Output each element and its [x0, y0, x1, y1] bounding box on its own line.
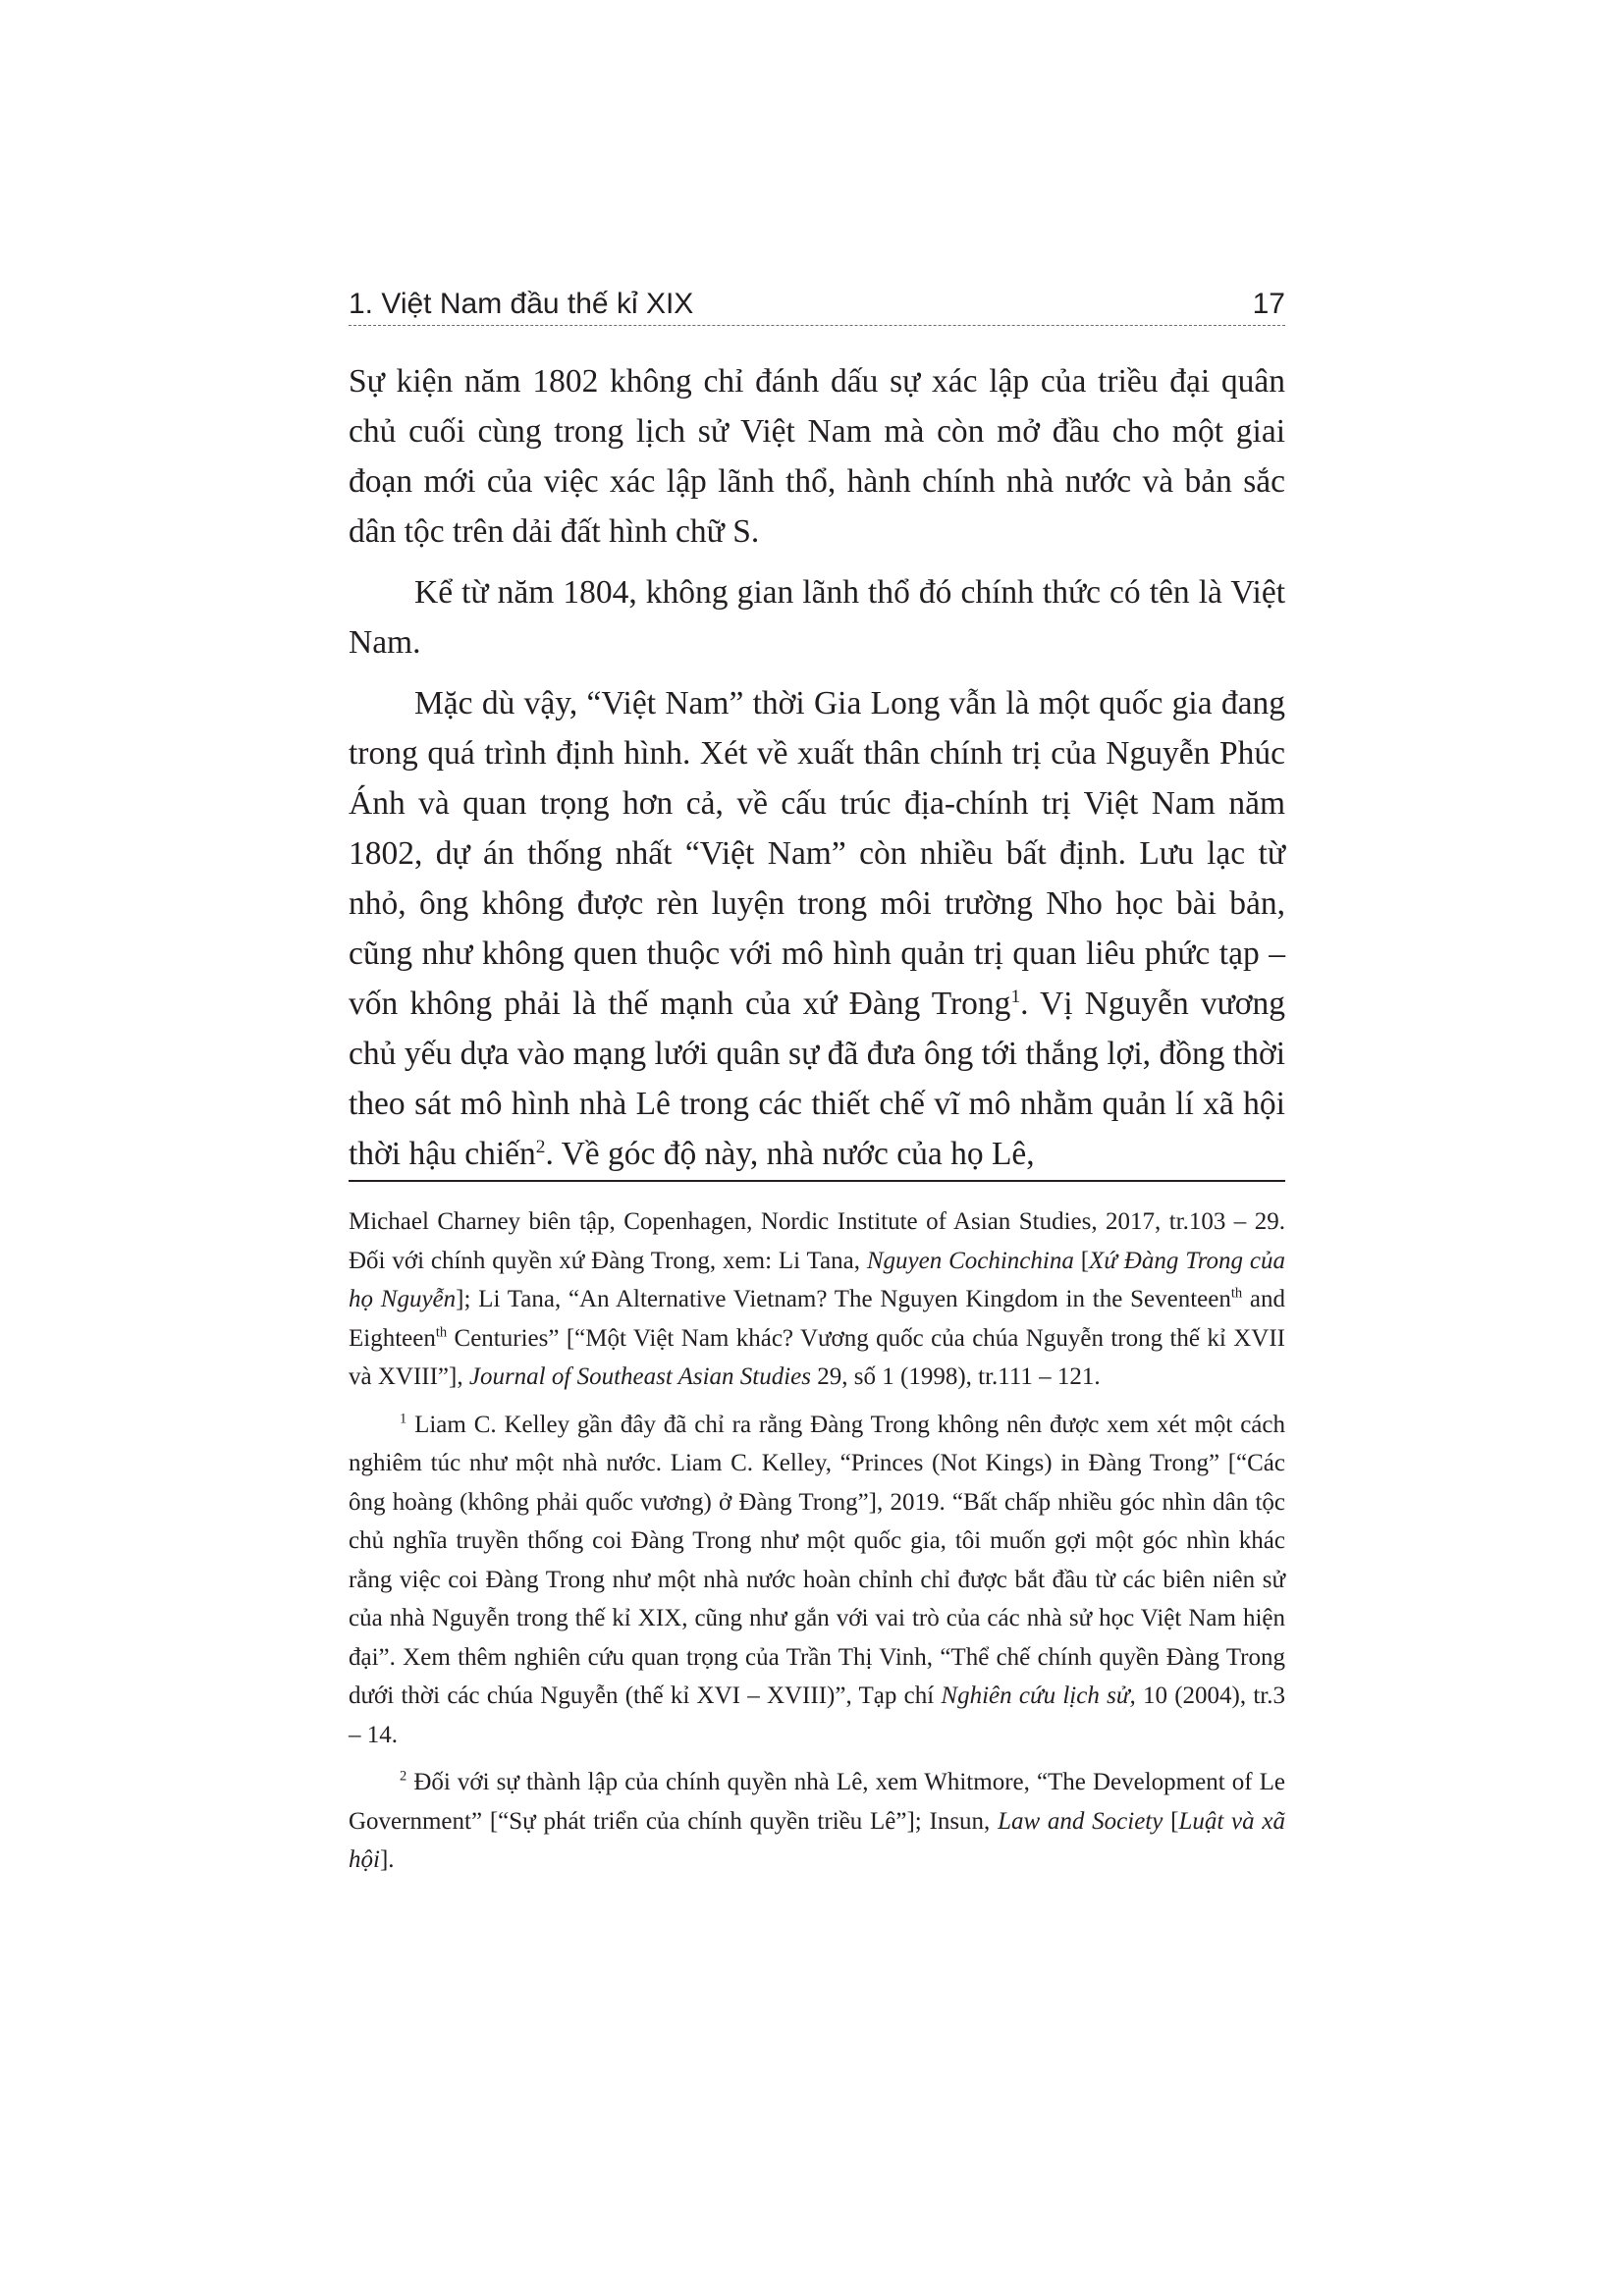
footnote-text: [ — [1073, 1247, 1090, 1274]
footnote-text: Centuries” [“Một Việt Nam khác? Vương quốc của chúa Nguyễn trong thế kỉ XVII và XVIII”], — [349, 1324, 1285, 1390]
paragraph-3 — [349, 678, 1285, 1179]
ordinal-suffix: th — [1230, 1285, 1243, 1302]
footnote-continued — [349, 1202, 1285, 1397]
footnote-text: Michael Charney biên tập, Copenhagen, Nordic Institute of Asian Studies, 2017, tr.103 – 29. Đối với chính quyền xứ Đàng Trong, xem: Li Tana, — [349, 1208, 1285, 1274]
footnote-ref-1: 1 — [1010, 986, 1021, 1007]
paragraph-1: Sự kiện năm 1802 không chỉ đánh dấu sự xác lập của triều đại quân chủ cuối cùng trong lịch sử Việt Nam mà còn mở đầu cho một giai đoạn mới của việc xác lập lãnh thổ, hành chính nhà nước và bản sắc dân tộc trên dải đất hình chữ S. — [349, 363, 1285, 550]
header-divider — [349, 325, 1285, 326]
footnote-italic: Law and Society — [998, 1807, 1163, 1835]
page-number: 17 — [1252, 288, 1285, 320]
footnote-ref-2: 2 — [535, 1136, 546, 1157]
paragraph-3-text-c: . Về góc độ này, nhà nước của họ Lê, — [545, 1136, 1035, 1172]
ordinal-suffix: th — [435, 1324, 448, 1341]
paragraph-2: Kể từ năm 1804, không gian lãnh thổ đó chính thức có tên là Việt Nam. — [349, 574, 1285, 661]
footnote-2 — [349, 1763, 1285, 1880]
footnote-italic: Luật và xã hội — [349, 1807, 1285, 1873]
footnote-text: 10 (2004), tr.3 – 14. — [349, 1682, 1285, 1748]
footnote-text: Đối với sự thành lập của chính quyền nhà Lê, xem Whitmore, “The Development of Le Government” [“Sự phát triển của chính quyền triều Lê”]; Insun, — [349, 1769, 1285, 1835]
chapter-title: 1. Việt Nam đầu thế kỉ XIX — [349, 288, 694, 320]
footnote-text: Liam C. Kelley gần đây đã chỉ ra rằng Đàng Trong không nên được xem xét một cách nghiêm túc như một nhà nước. Liam C. Kelley, “Princes (Not Kings) in Đàng Trong” [“Các ông hoàng (không phải quốc vương) ở Đàng Trong”], 2019. “Bất chấp nhiều góc nhìn dân tộc chủ nghĩa truyền thống coi Đàng Trong như một quốc gia, tôi muốn gợi một góc nhìn khác rằng việc coi Đàng Trong như một nhà nước hoàn chỉnh chỉ được bắt đầu từ các biên niên sử của nhà Nguyễn trong thế kỉ XIX, cũng như gắn với vai trò của các nhà sử học Việt Nam hiện đại”. Xem thêm nghiên cứu quan trọng của Trần Thị Vinh, “Thể chế chính quyền Đàng Trong dưới thời các chúa Nguyễn (thế kỉ XVI – XVIII)”, Tạp chí — [349, 1411, 1285, 1709]
footnote-italic: Journal of Southeast Asian Studies — [468, 1363, 812, 1390]
paragraph-3-text-a: Mặc dù vậy, “Việt Nam” thời Gia Long vẫn là một quốc gia đang trong quá trình định hình. Xét về xuất thân chính trị của Nguyễn Phúc Ánh và quan trọng hơn cả, về cấu trúc địa-chính trị Việt Nam năm 1802, dự án thống nhất “Việt Nam” còn nhiều bất định. Lưu lạc từ nhỏ, ông không được rèn luyện trong môi trường Nho học bài bản, cũng như không quen thuộc với mô hình quản trị quan liêu phức tạp – vốn không phải là thế mạnh của xứ Đàng Trong — [349, 685, 1285, 1022]
footnote-divider — [349, 1180, 1285, 1182]
footnote-1 — [349, 1406, 1285, 1755]
paragraph-3-text-b: . Vị Nguyễn vương chủ yếu dựa vào mạng lưới quân sự đã đưa ông tới thắng lợi, đồng thời theo sát mô hình nhà Lê trong các thiết chế vĩ mô nhằm quản lí xã hội thời hậu chiến — [349, 986, 1286, 1172]
footnote-italic: Xứ Đàng Trong của họ Nguyễn — [349, 1247, 1285, 1312]
footnote-text: ]. — [379, 1846, 395, 1873]
footnote-italic: Nguyen Cochinchina — [866, 1247, 1074, 1274]
footnote-italic: Nghiên cứu lịch sử, — [941, 1682, 1136, 1709]
footnote-text: ]; Li Tana, “An Alternative Vietnam? The Nguyen Kingdom in the Seventeen — [456, 1286, 1231, 1312]
footnote-marker: 1 — [400, 1411, 407, 1427]
main-text — [349, 356, 1285, 1190]
footnote-text: and Eighteen — [349, 1286, 1285, 1352]
footnote-text: 29, số 1 (1998), tr.111 – 121. — [811, 1363, 1101, 1390]
footnotes — [349, 1202, 1285, 1889]
footnote-marker: 2 — [400, 1768, 407, 1785]
running-head — [349, 285, 1285, 324]
footnote-text: [ — [1163, 1807, 1179, 1835]
